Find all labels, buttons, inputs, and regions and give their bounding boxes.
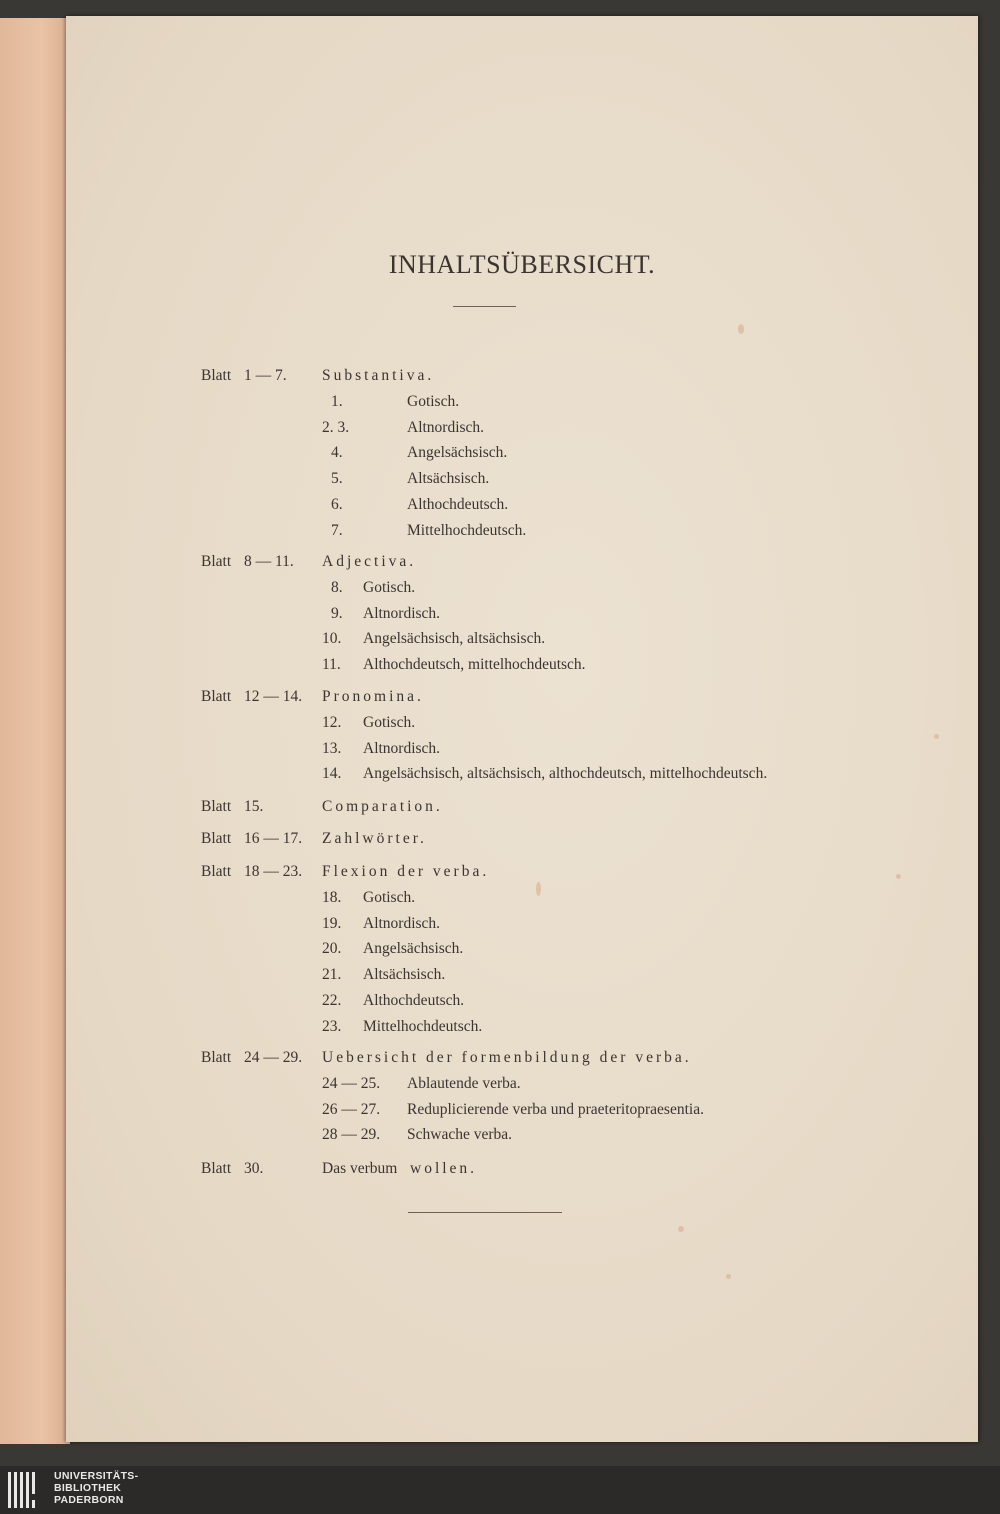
toc-item-text: Althochdeutsch.	[407, 496, 509, 513]
toc-blatt-range: 24 — 29.	[244, 1049, 303, 1066]
toc-blatt-range: 1 — 7.	[244, 367, 287, 384]
toc-item-text: Gotisch.	[363, 888, 416, 906]
toc-section-heading: Zahlwörter.	[322, 830, 427, 847]
toc-blatt-range: 18 — 23.	[244, 863, 303, 880]
toc-item-number: 4.	[331, 444, 343, 462]
toc-item-text: Angelsächsisch, altsächsisch.	[363, 630, 546, 648]
toc-item-text: Ablautende verba.	[407, 1074, 521, 1092]
toc-item-number: 6.	[331, 496, 343, 513]
toc-blatt-range: 16 — 17.	[244, 830, 303, 847]
toc-item-number: 23.	[322, 1017, 342, 1035]
library-name-line: BIBLIOTHEK	[54, 1482, 122, 1494]
toc-item-number: 2. 3.	[322, 418, 350, 436]
toc-item-text: Altnordisch.	[363, 739, 441, 757]
toc-blatt-label: Blatt	[201, 553, 232, 570]
toc-blatt-range: 30.	[244, 1160, 264, 1177]
toc-item-number: 20.	[322, 940, 342, 958]
toc-item-text: Altnordisch.	[363, 914, 441, 932]
toc-item-text: Angelsächsisch, altsächsisch, althochdeutsch, mittelhochdeutsch.	[363, 765, 768, 783]
library-logo-icon	[6, 1468, 46, 1512]
toc-item-text: Mittelhochdeutsch.	[363, 1017, 483, 1035]
toc-section-heading-prefix: Das verbum	[322, 1160, 398, 1177]
footer-bar	[0, 1466, 1000, 1514]
toc-blatt-label: Blatt	[201, 1160, 232, 1177]
toc-section-heading: Comparation.	[322, 798, 443, 815]
toc-section-heading: Pronomina.	[322, 688, 424, 705]
toc-item-number: 9.	[331, 604, 343, 622]
toc-item-number: 28 — 29.	[322, 1126, 381, 1144]
toc-blatt-label: Blatt	[201, 1049, 232, 1066]
toc-section-heading: Uebersicht der formenbildung der verba.	[322, 1049, 692, 1066]
toc-item-number: 7.	[331, 521, 343, 539]
toc-item-text: Reduplicierende verba und praeteritopraesentia.	[407, 1100, 704, 1118]
toc-item-number: 19.	[322, 914, 342, 932]
toc-item-text: Althochdeutsch, mittelhochdeutsch.	[363, 656, 586, 674]
toc-section-heading: Adjectiva.	[322, 553, 417, 570]
toc-item-number: 13.	[322, 739, 342, 757]
toc-item-number: 22.	[322, 992, 342, 1009]
toc-item-text: Mittelhochdeutsch.	[407, 521, 527, 539]
toc-item-number: 10.	[322, 630, 342, 648]
toc-blatt-range: 8 — 11.	[244, 553, 294, 570]
table-of-contents	[66, 16, 978, 1442]
toc-item-number: 11.	[322, 656, 341, 674]
toc-item-number: 12.	[322, 713, 342, 731]
toc-item-text: Altnordisch.	[363, 604, 441, 622]
toc-blatt-label: Blatt	[201, 830, 232, 847]
library-name	[54, 1470, 138, 1506]
toc-item-text: Altnordisch.	[407, 418, 485, 436]
toc-item-text: Althochdeutsch.	[363, 992, 465, 1009]
toc-blatt-label: Blatt	[201, 367, 232, 384]
toc-item-text: Altsächsisch.	[363, 966, 446, 984]
toc-item-text: Angelsächsisch.	[407, 444, 508, 462]
toc-blatt-label: Blatt	[201, 688, 232, 705]
page-title: INHALTSÜBERSICHT.	[388, 250, 656, 279]
toc-item-number: 8.	[331, 578, 343, 596]
toc-item-number: 1.	[331, 392, 343, 410]
toc-item-text: Gotisch.	[363, 578, 416, 596]
toc-item-text: Schwache verba.	[407, 1126, 513, 1144]
library-name-line: PADERBORN	[54, 1494, 124, 1506]
toc-blatt-range: 15.	[244, 798, 264, 815]
toc-item-text: Gotisch.	[363, 713, 416, 731]
toc-blatt-label: Blatt	[201, 863, 232, 880]
toc-item-number: 21.	[322, 966, 342, 984]
toc-item-number: 5.	[331, 470, 343, 488]
toc-item-text: Gotisch.	[407, 392, 460, 410]
toc-item-text: Altsächsisch.	[407, 470, 490, 488]
toc-item-text: Angelsächsisch.	[363, 940, 464, 958]
toc-blatt-label: Blatt	[201, 798, 232, 815]
toc-section-heading: Flexion der verba.	[322, 863, 490, 880]
toc-section-heading: Substantiva.	[322, 367, 435, 384]
toc-item-number: 24 — 25.	[322, 1074, 381, 1092]
toc-item-number: 18.	[322, 888, 342, 906]
library-name-line: UNIVERSITÄTS-	[54, 1470, 139, 1482]
back-cover-edge	[0, 18, 70, 1444]
toc-item-number: 14.	[322, 765, 342, 783]
document-page	[66, 16, 978, 1442]
toc-item-number: 26 — 27.	[322, 1100, 381, 1118]
end-rule	[408, 1212, 562, 1213]
toc-blatt-range: 12 — 14.	[244, 688, 303, 705]
toc-section-heading: wollen.	[410, 1160, 478, 1177]
